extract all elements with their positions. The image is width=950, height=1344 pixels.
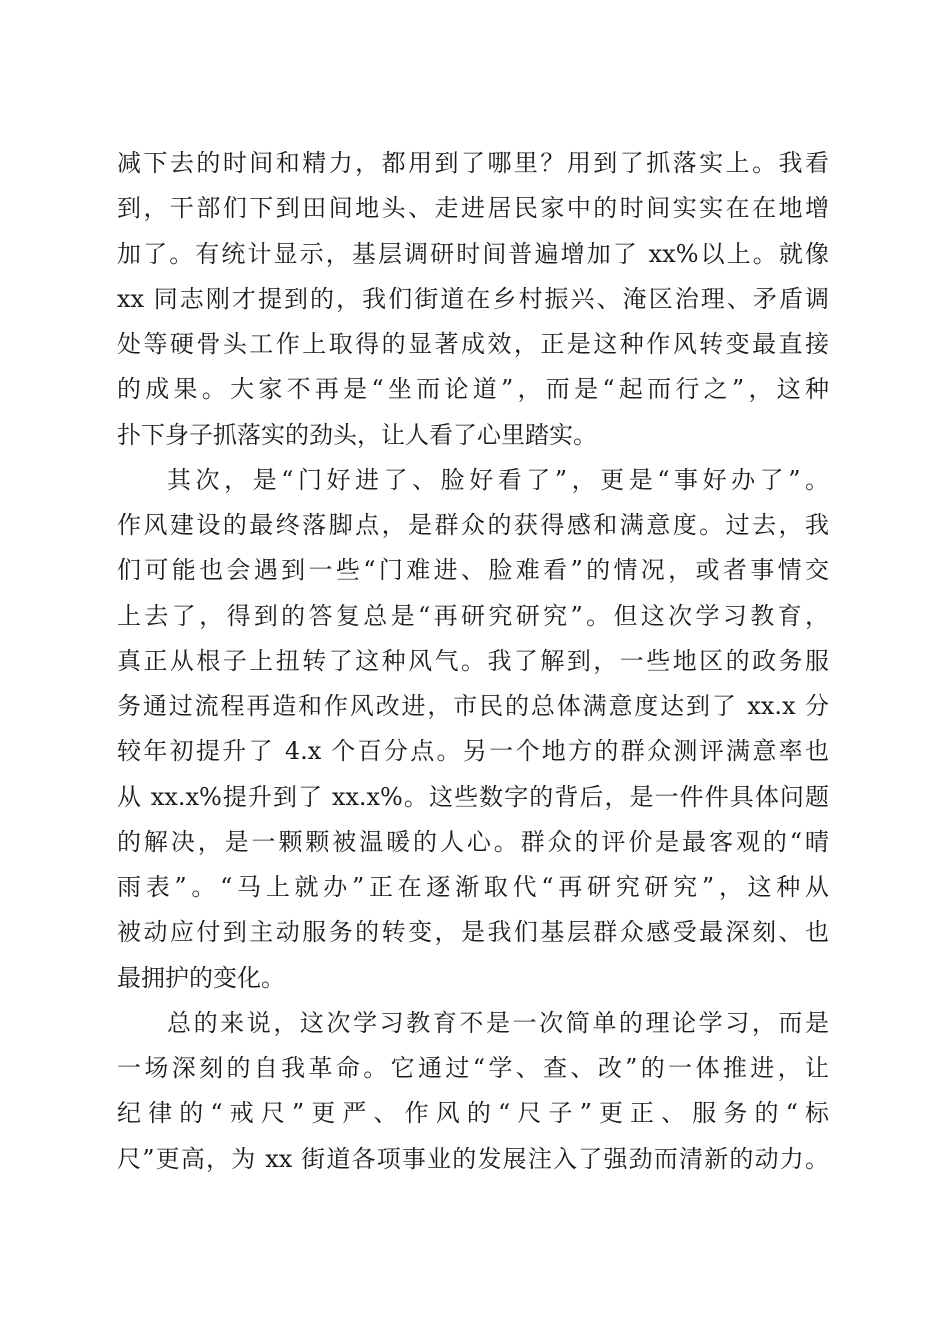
text-line: 纪律的“戒尺”更严、作风的“尺子”更正、服务的“标 (117, 1099, 829, 1128)
text-line: 一场深刻的自我革命。它通过“学、查、改”的一体推进，让 (117, 1054, 829, 1082)
text-line: xx 同志刚才提到的，我们街道在乡村振兴、淹区治理、矛盾调 (117, 284, 829, 313)
text-line: 扑下身子抓落实的劲头，让人看了心里踏实。 (117, 420, 597, 449)
text-line: 从 xx.x%提升到了 xx.x%。这些数字的背后，是一件件具体问题 (117, 782, 829, 811)
text-line: 们可能也会遇到一些“门难进、脸难看”的情况，或者事情交 (117, 556, 829, 585)
paragraph-1 (117, 141, 829, 458)
text-line: 尺”更高，为 xx 街道各项事业的发展注入了强劲而清新的动力。 (117, 1144, 829, 1173)
text-line: 真正从根子上扭转了这种风气。我了解到，一些地区的政务服 (117, 646, 829, 675)
text-line: 加了。有统计显示，基层调研时间普遍增加了 xx%以上。就像 (117, 239, 829, 268)
text-line: 被动应付到主动服务的转变，是我们基层群众感受最深刻、也 (117, 918, 829, 947)
text-line: 的成果。大家不再是“坐而论道”，而是“起而行之”，这种 (117, 375, 829, 404)
text-line: 处等硬骨头工作上取得的显著成效，正是这种作风转变最直接 (117, 330, 829, 358)
text-line: 作风建设的最终落脚点，是群众的获得感和满意度。过去，我 (117, 511, 829, 539)
text-line: 务通过流程再造和作风改进，市民的总体满意度达到了 xx.x 分 (117, 692, 829, 720)
text-line: 雨表”。“马上就办”正在逐渐取代“再研究研究”，这种从 (117, 873, 829, 901)
paragraph-2 (117, 458, 829, 1001)
text-line: 减下去的时间和精力，都用到了哪里？用到了抓落实上。我看 (117, 149, 829, 177)
text-line: 其次，是“门好进了、脸好看了”，更是“事好办了”。 (167, 465, 829, 494)
paragraph-3 (117, 1001, 829, 1182)
text-line: 较年初提升了 4.x 个百分点。另一个地方的群众测评满意率也 (117, 737, 829, 766)
text-line: 的解决，是一颗颗被温暖的人心。群众的评价是最客观的“晴 (117, 827, 829, 856)
text-line: 上去了，得到的答复总是“再研究研究”。但这次学习教育， (117, 601, 829, 630)
document-body (117, 141, 829, 1182)
text-line: 总的来说，这次学习教育不是一次简单的理论学习，而是 (167, 1008, 829, 1037)
text-line: 最拥护的变化。 (117, 963, 285, 992)
text-line: 到，干部们下到田间地头、走进居民家中的时间实实在在地增 (117, 194, 829, 223)
